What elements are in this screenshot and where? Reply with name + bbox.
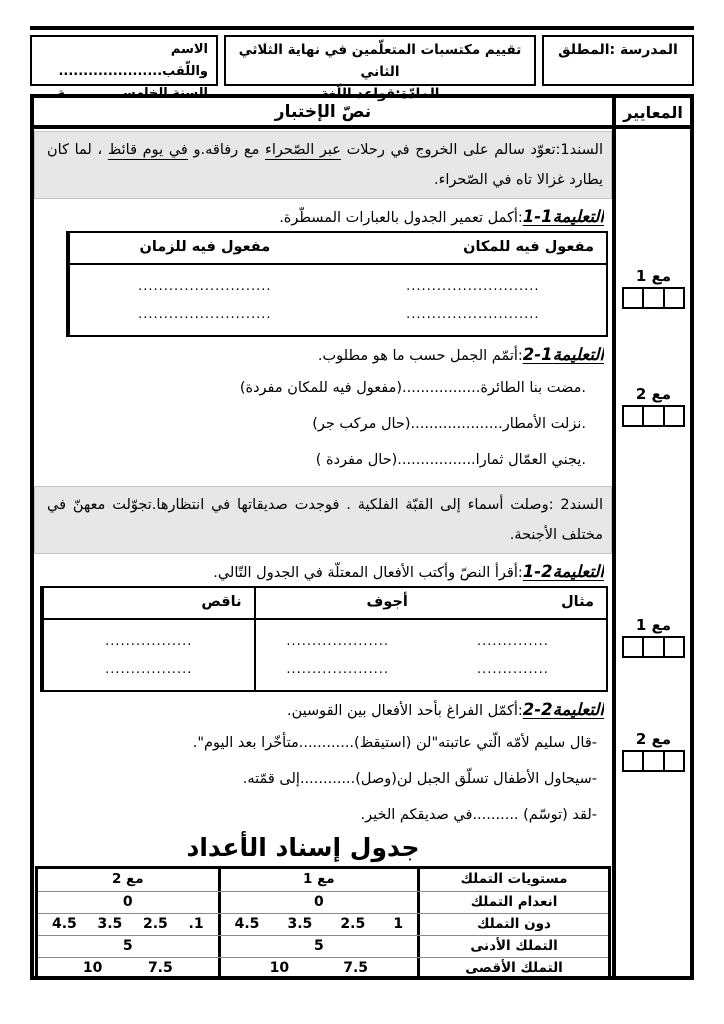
score-value: 4.5 (234, 916, 260, 932)
score-values-m2 (38, 958, 218, 976)
score-row-label: التملك الأقصى (417, 958, 608, 976)
column-header-ajwaf: أجوف (254, 588, 420, 618)
score-cell (642, 407, 662, 425)
score-values-m2 (38, 914, 218, 935)
criteria-item-1-score-box (622, 287, 685, 309)
student-identity-cell (30, 35, 218, 101)
answer-blank: .......................... (406, 279, 540, 294)
score-row-maximum (38, 957, 608, 976)
answer-blank: .......................... (406, 307, 540, 322)
score-value: 10 (269, 960, 290, 976)
score-value: 1 (393, 916, 404, 932)
school-cell (542, 35, 694, 86)
score-cell (642, 752, 662, 770)
score-value: 10 (82, 960, 103, 976)
mithal-answers-cell (420, 620, 606, 690)
content-body (34, 129, 612, 976)
score-value: 5 (122, 938, 133, 954)
place-answers-cell (340, 265, 606, 335)
score-header-row (38, 869, 608, 891)
support-text-2 (34, 486, 612, 554)
fill-blank-sentence: -سيحاول الأطفال تسلّق الجبل لن(وصل)............إلى قمّته. (242, 771, 597, 787)
score-value: 0 (122, 894, 133, 910)
subject-line: المادّة:قواعد اللّغة (320, 86, 440, 102)
score-values-m1 (218, 892, 418, 913)
criteria-column-body (616, 129, 690, 976)
weak-verbs-table (40, 586, 608, 692)
column-header-place: مفعول فيه للمكان (463, 239, 594, 255)
criteria-item-3-label: مع 1 (635, 616, 672, 634)
instruction-1-2 (42, 345, 604, 364)
weak-verbs-table-body (42, 620, 606, 690)
weak-verbs-table-header (42, 588, 606, 620)
score-cell (663, 407, 683, 425)
score-cell (642, 638, 662, 656)
score-table-title: جدول إسناد الأعداد (186, 833, 420, 862)
score-value: .1 (188, 916, 204, 932)
instruction-2-2 (42, 700, 604, 719)
score-row-label: التملك الأدنى (417, 936, 608, 957)
instruction-2-1 (42, 562, 604, 581)
score-value: 7.5 (343, 960, 369, 976)
answer-blank: .......................... (138, 279, 272, 294)
criteria-item-2-label: مع 2 (635, 385, 672, 403)
score-value: 2.5 (340, 916, 366, 932)
instruction-1-1 (42, 207, 604, 226)
score-value: 3.5 (97, 916, 123, 932)
score-values-m1 (218, 914, 418, 935)
completion-sentence: .مضت بنا الطائرة.................(مفعول فيه للمكان مفردة) (239, 380, 586, 396)
criteria-item-3-score-box (622, 636, 685, 658)
score-value: 2.5 (143, 916, 168, 932)
sanad1-text: السند1:تعوّد سالم على الخروج في رحلات (340, 142, 603, 158)
adverbial-table (66, 231, 608, 337)
criteria-item-3 (622, 616, 685, 658)
exam-sheet (30, 26, 694, 980)
score-cell (624, 289, 642, 307)
answer-blank: ................. (105, 662, 193, 677)
score-cell (642, 289, 662, 307)
score-value: 4.5 (52, 916, 77, 932)
score-value: 5 (313, 938, 324, 954)
naqis-answers-cell (42, 620, 254, 690)
fill-blank-sentence: -قال سليم لأمّه الّتي عاتبته"لن (استيقظ)............متأخّرا بعد اليوم". (192, 735, 597, 751)
completion-sentence: .يجني العمّال ثمارا.................(حال مفردة ) (315, 452, 586, 468)
sanad1-text: ، لما كان يطارد غزالا تاه في الصّحراء. (47, 142, 603, 188)
content-column (34, 98, 612, 976)
score-values-m1 (218, 936, 418, 957)
instruction-2-2-text: :أكمّل الفراغ بأحد الأفعال بين القوسين. (286, 703, 523, 719)
score-cell (663, 638, 683, 656)
sanad1-underlined-phrase-1: عبر الصّحراء (265, 142, 341, 158)
criteria-item-1 (622, 267, 685, 309)
score-value: 3.5 (287, 916, 313, 932)
answer-blank: .................... (286, 662, 390, 677)
time-answers-cell (68, 265, 340, 335)
main-frame (30, 94, 694, 980)
support-text-1 (34, 131, 612, 199)
sanad1-underlined-phrase-2: في يوم قائظ (107, 142, 188, 158)
student-year-line: السنة الخامســـــــــــــة (57, 86, 208, 101)
column-header-time: مفعول فيه للزمان (68, 233, 340, 263)
fill-blank-sentence: -لقد (توسّم) ..........في صديقكم الخير. (360, 807, 597, 823)
score-col-levels: مستويات التملك (417, 869, 608, 891)
identity-header (30, 35, 694, 102)
instruction-1-1-label: التعليمة1-1 (522, 207, 604, 226)
answer-blank: .............. (477, 634, 549, 649)
score-cell (624, 638, 642, 656)
score-values-m1 (218, 958, 418, 976)
score-row-label: دون التملك (417, 914, 608, 935)
score-cell (663, 289, 683, 307)
school-name: المدرسة :المطلق (558, 42, 678, 58)
answer-blank: ................. (105, 634, 193, 649)
column-header-naqis: ناقص (42, 588, 254, 618)
criteria-item-4-label: مع 2 (635, 730, 672, 748)
instruction-2-2-label: التعليمة2-2 (522, 700, 604, 719)
score-cell (624, 752, 642, 770)
score-col-criterion1: مع 1 (218, 869, 418, 891)
completion-sentence: .نزلت الأمطار....................(حال مركب جر) (312, 416, 586, 432)
score-values-m2 (38, 892, 218, 913)
instruction-2-1-label: التعليمة2-1 (522, 562, 604, 581)
score-row-label: انعدام التملك (417, 892, 608, 913)
score-row-none (38, 891, 608, 913)
sanad2-text: السند2 :وصلت أسماء إلى القبّة الفلكية . فوجدت صديقاتها في انتظارها.تجوّلت معهنّ في مختلف الأجنحة. (47, 497, 603, 543)
column-header-mithal: مثال (561, 594, 594, 610)
student-name-line: الاسم واللّقب..................... (58, 42, 208, 79)
adverbial-table-header (68, 233, 606, 265)
score-value: 0 (313, 894, 324, 910)
criteria-item-2 (622, 385, 685, 427)
instruction-1-2-label: التعليمة1-2 (522, 345, 604, 364)
score-values-m2 (38, 936, 218, 957)
criteria-item-4 (622, 730, 685, 772)
criteria-item-1-label: مع 1 (635, 267, 672, 285)
criteria-item-4-score-box (622, 750, 685, 772)
instruction-2-1-text: :أقرأ النصّ وأكتب الأفعال المعتلّة في الجدول التّالي. (213, 565, 523, 581)
ajwaf-answers-cell (254, 620, 420, 690)
criteria-column-header: المعايير (616, 98, 690, 129)
score-cell (663, 752, 683, 770)
criteria-column (612, 98, 690, 976)
answer-blank: .......................... (138, 307, 272, 322)
score-value: 7.5 (147, 960, 173, 976)
exam-title-cell (224, 35, 536, 102)
criteria-item-2-score-box (622, 405, 685, 427)
score-col-criterion2: مع 2 (111, 871, 144, 887)
score-table (35, 866, 611, 976)
instruction-1-2-text: :أتمّم الجمل حسب ما هو مطلوب. (317, 348, 523, 364)
score-row-below (38, 913, 608, 935)
top-divider (30, 26, 694, 30)
adverbial-table-body (68, 265, 606, 335)
answer-blank: .............. (477, 662, 549, 677)
score-row-minimum (38, 935, 608, 957)
test-text-header: نصّ الإختبار (34, 98, 612, 129)
sanad1-text: مع رفاقه.و (187, 142, 265, 158)
answer-blank: .................... (286, 634, 390, 649)
instruction-1-1-text: :أكمل تعمير الجدول بالعبارات المسطّرة. (279, 210, 523, 226)
score-cell (624, 407, 642, 425)
evaluation-title: تقييم مكتسبات المتعلّمين في نهاية الثلاثي الثاني (238, 42, 522, 80)
